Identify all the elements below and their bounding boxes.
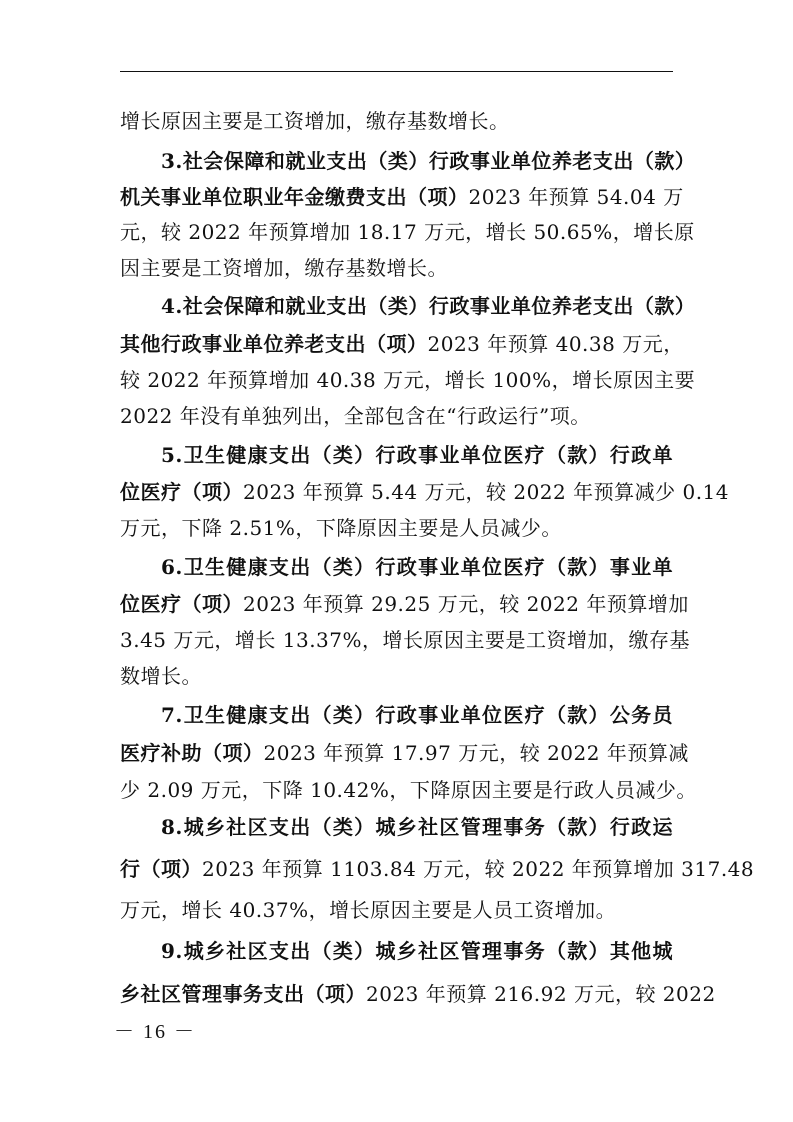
text-line-11: 位医疗（项）2023 年预算 5.44 万元，较 2022 年预算减少 0.14 — [120, 480, 730, 504]
text-line-12: 万元，下降 2.51%，下降原因主要是人员减少。 — [120, 516, 562, 540]
item-5-heading: 5.卫生健康支出（类）行政事业单位医疗（款）行政单 — [161, 443, 673, 467]
text-line-8: 较 2022 年预算增加 40.38 万元，增长 100%，增长原因主要 — [120, 368, 696, 392]
text-line-1: 增长原因主要是工资增加，缴存基数增长。 — [120, 109, 510, 133]
text-line-5: 因主要是工资增加，缴存基数增长。 — [120, 256, 448, 280]
text-line-21: 行（项）2023 年预算 1103.84 万元，较 2022 年预算增加 317.48 — [120, 857, 755, 881]
item-6-heading: 6.卫生健康支出（类）行政事业单位医疗（款）事业单 — [161, 555, 673, 579]
text-line-9: 2022 年没有单独列出，全部包含在“行政运行”项。 — [120, 404, 591, 428]
page-number: － 16 － — [114, 1021, 196, 1043]
text-line-24: 乡社区管理事务支出（项）2023 年预算 216.92 万元，较 2022 — [120, 982, 716, 1006]
text-line-4: 元，较 2022 年预算增加 18.17 万元，增长 50.65%，增长原 — [120, 220, 695, 244]
text-line-3: 机关事业单位职业年金缴费支出（项）2023 年预算 54.04 万 — [120, 185, 684, 209]
text-line-19: 少 2.09 万元，下降 10.42%，下降原因主要是行政人员减少。 — [120, 778, 697, 802]
text-line-7: 其他行政事业单位养老支出（项）2023 年预算 40.38 万元， — [120, 332, 684, 356]
text-line-22: 万元，增长 40.37%，增长原因主要是人员工资增加。 — [120, 898, 617, 922]
text-line-14: 位医疗（项）2023 年预算 29.25 万元，较 2022 年预算增加 — [120, 592, 689, 616]
text-line-16: 数增长。 — [120, 664, 202, 688]
item-3-heading: 3.社会保障和就业支出（类）行政事业单位养老支出（款） — [161, 149, 696, 173]
item-4-heading: 4.社会保障和就业支出（类）行政事业单位养老支出（款） — [161, 294, 696, 318]
item-8-heading: 8.城乡社区支出（类）城乡社区管理事务（款）行政运 — [161, 815, 673, 839]
header-rule — [120, 71, 673, 72]
item-9-heading: 9.城乡社区支出（类）城乡社区管理事务（款）其他城 — [161, 939, 673, 963]
text-line-15: 3.45 万元，增长 13.37%，增长原因主要是工资增加，缴存基 — [120, 628, 691, 652]
item-7-heading: 7.卫生健康支出（类）行政事业单位医疗（款）公务员 — [161, 703, 673, 727]
text-line-18: 医疗补助（项）2023 年预算 17.97 万元，较 2022 年预算减 — [120, 741, 689, 765]
